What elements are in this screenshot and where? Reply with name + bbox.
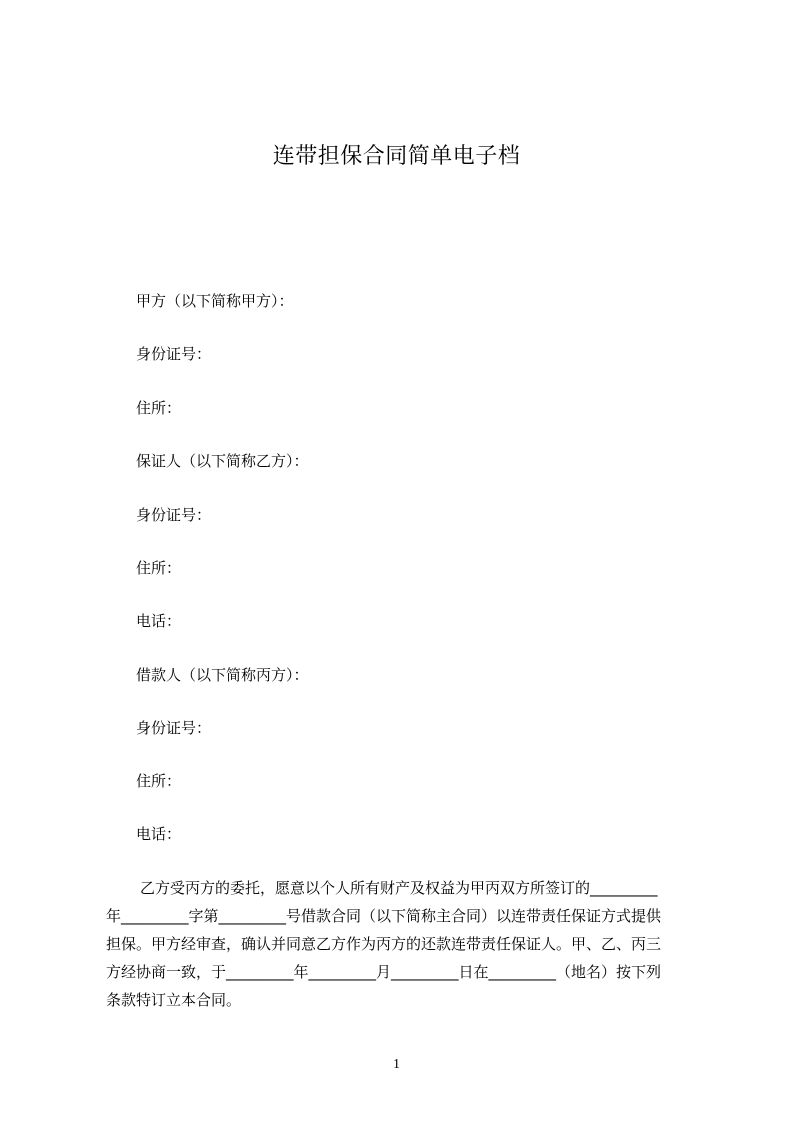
- paragraph-line: 担保。甲方经审查，确认并同意乙方作为丙方的还款连带责任保证人。甲、乙、丙三: [106, 935, 662, 953]
- borrower-label: 借款人（以下简称丙方）：: [136, 666, 309, 684]
- paragraph-line: 条款特订立本合同。: [106, 991, 242, 1009]
- borrower-address-label: 住所：: [136, 772, 182, 790]
- borrower-phone-label: 电话：: [136, 825, 182, 843]
- party-a-id-label: 身份证号：: [136, 345, 212, 363]
- guarantor-address-label: 住所：: [136, 559, 182, 577]
- borrower-id-label: 身份证号：: [136, 719, 212, 737]
- guarantor-label: 保证人（以下简称乙方）：: [136, 452, 309, 470]
- guarantor-phone-label: 电话：: [136, 612, 182, 630]
- paragraph-line: 乙方受丙方的委托，愿意以个人所有财产及权益为甲丙双方所签订的_________: [140, 879, 658, 897]
- paragraph-line: 年_________字第_________号借款合同（以下简称主合同）以连带责任保证方式提供: [106, 907, 662, 925]
- page-number: 1: [393, 1057, 400, 1072]
- guarantor-id-label: 身份证号：: [136, 506, 212, 524]
- paragraph-line: 方经协商一致，于_________年_________月_________日在_________（地名）按下列: [106, 963, 662, 981]
- document-title: 连带担保合同简单电子档: [272, 144, 521, 169]
- party-a-label: 甲方（以下简称甲方）：: [136, 292, 294, 310]
- party-a-address-label: 住所：: [136, 399, 182, 417]
